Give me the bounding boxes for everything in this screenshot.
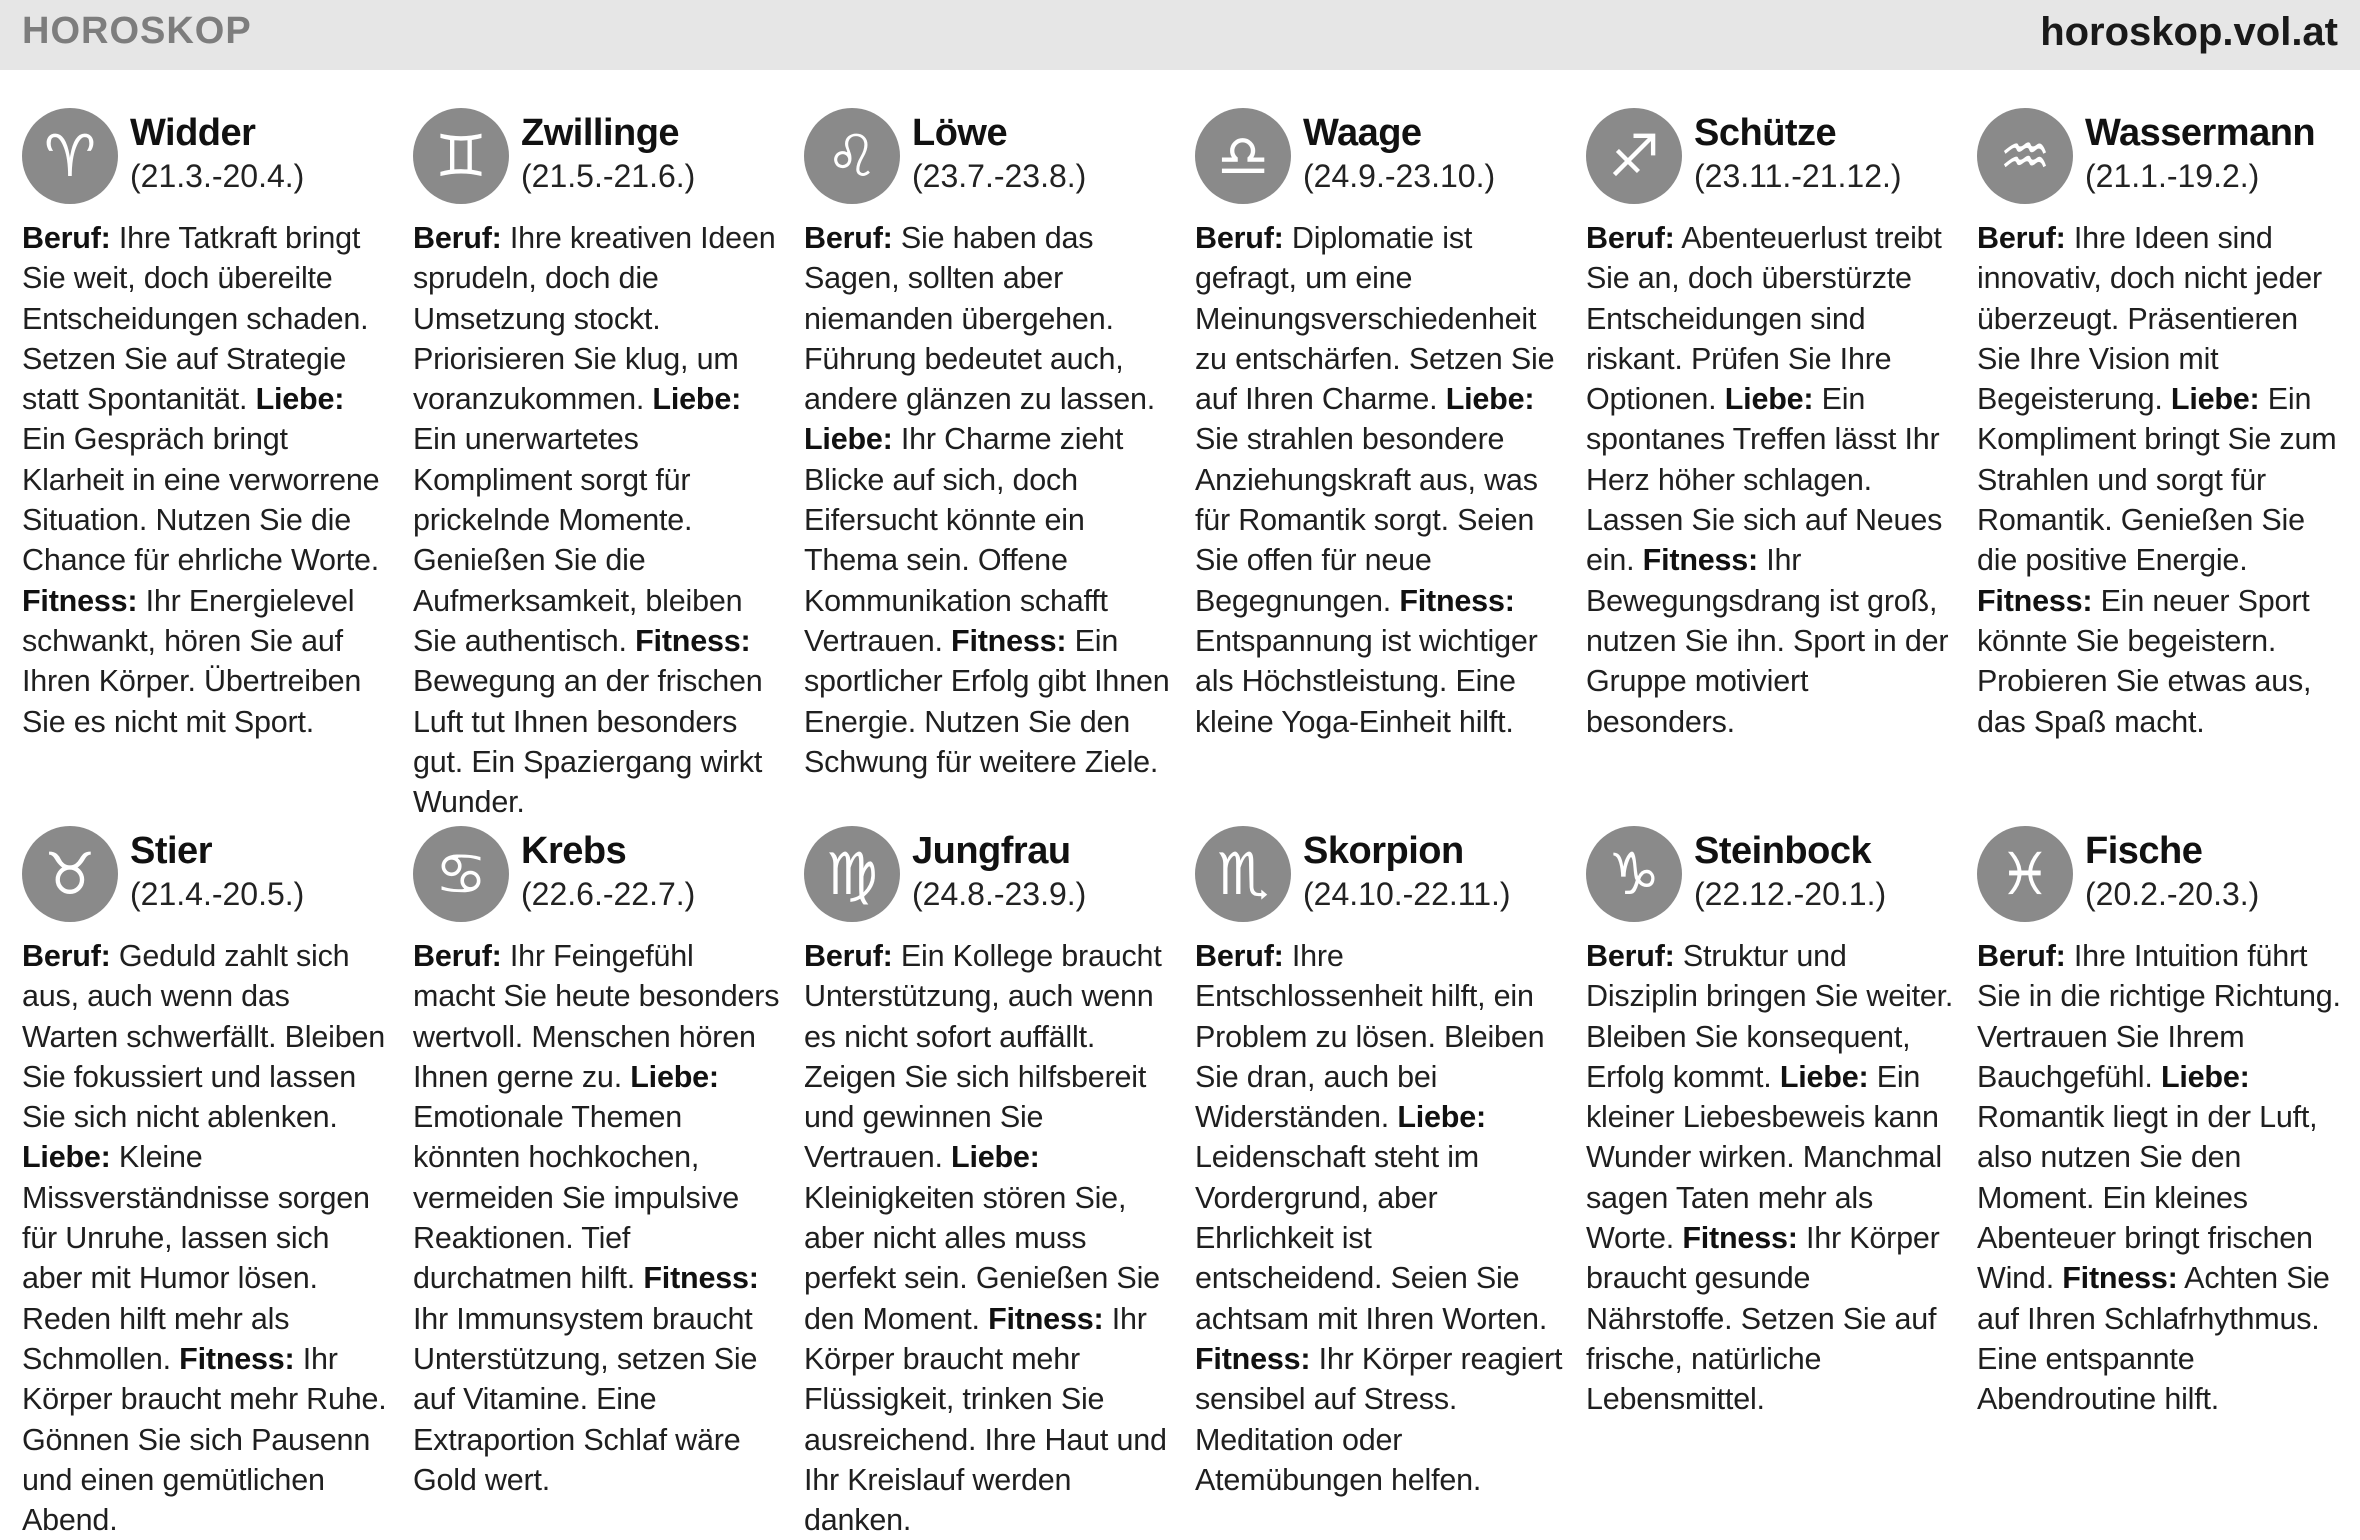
sign-header — [1586, 108, 1956, 218]
sign-block-zwillinge — [413, 108, 783, 822]
fitness-label: Fitness: — [1682, 1221, 1798, 1256]
fitness-label: Fitness: — [635, 623, 751, 658]
beruf-text: Diplomatie ist gefragt, um eine Meinungsverschiedenheit zu entschärfen. Setzen Sie auf Ihren Charme. — [1195, 221, 1555, 417]
beruf-text: Abenteuerlust treibt Sie an, doch überstürzte Entscheidungen sind riskant. Prüfen Sie Ihre Optionen. — [1586, 221, 1942, 417]
sign-header — [1195, 826, 1565, 936]
beruf-label: Beruf: — [1977, 221, 2066, 255]
fitness-label: Fitness: — [2062, 1261, 2178, 1296]
beruf-label: Beruf: — [1586, 221, 1675, 255]
sign-header — [1195, 108, 1565, 218]
cancer-crab-icon: ♋ — [413, 826, 509, 922]
sign-header — [413, 108, 783, 218]
liebe-label: Liebe: — [630, 1059, 719, 1094]
liebe-text: Ein kleiner Liebesbeweis kann Wunder wirken. Manchmal sagen Taten mehr als Worte. — [1586, 1059, 1942, 1256]
fitness-text: Ihr Immunsystem braucht Unterstützung, setzen Sie auf Vitamine. Eine Extraportion Schlaf wäre Gold wert. — [413, 1301, 758, 1497]
sign-header — [1977, 826, 2347, 936]
fitness-text: Entspannung ist wichtiger als Höchstleistung. Eine kleine Yoga-Einheit hilft. — [1195, 623, 1538, 739]
sagittarius-bow-icon: ♐ — [1586, 108, 1682, 204]
beruf-label: Beruf: — [1586, 939, 1675, 973]
sign-name: Stier — [130, 830, 212, 872]
sign-text — [1977, 218, 2347, 742]
liebe-label: Liebe: — [255, 382, 345, 417]
beruf-label: Beruf: — [804, 939, 893, 973]
beruf-text: Ihre Ideen sind innovativ, doch nicht jeder überzeugt. Präsentieren Sie Ihre Vision mit Begeisterung. — [1977, 221, 2322, 417]
sign-block-schütze — [1586, 108, 1956, 742]
sign-name: Wassermann — [2085, 112, 2316, 154]
aries-ram-icon: ♈ — [22, 108, 118, 204]
sign-name: Fische — [2085, 830, 2203, 872]
beruf-label: Beruf: — [1195, 221, 1284, 255]
sign-text — [1977, 936, 2347, 1420]
liebe-label: Liebe: — [1445, 382, 1535, 417]
liebe-label: Liebe: — [1397, 1100, 1486, 1135]
sign-header — [413, 826, 783, 936]
liebe-label: Liebe: — [1724, 382, 1814, 417]
sign-name: Schütze — [1694, 112, 1837, 154]
liebe-text: Kleinigkeiten stören Sie, aber nicht alles muss perfekt sein. Genießen Sie den Moment. — [804, 1180, 1160, 1336]
sign-text — [804, 936, 1174, 1540]
sign-block-steinbock — [1586, 826, 1956, 1420]
sign-dates: (22.6.-22.7.) — [521, 876, 696, 912]
beruf-label: Beruf: — [1195, 939, 1284, 973]
fitness-label: Fitness: — [1195, 1341, 1311, 1376]
pisces-fish-icon: ♓ — [1977, 826, 2073, 922]
sign-name: Skorpion — [1303, 830, 1464, 872]
beruf-text: Struktur und Disziplin bringen Sie weiter. Bleiben Sie konsequent, Erfolg kommt. — [1586, 939, 1954, 1094]
sign-block-wassermann — [1977, 108, 2347, 742]
liebe-text: Kleine Missverständnisse sorgen für Unruhe, lassen sich aber mit Humor lösen. Reden hilft mehr als Schmollen. — [22, 1140, 370, 1376]
beruf-label: Beruf: — [804, 221, 893, 255]
sign-text — [804, 218, 1174, 782]
fitness-label: Fitness: — [179, 1341, 295, 1376]
gemini-twins-icon: ♊ — [413, 108, 509, 204]
sign-text — [1195, 218, 1565, 742]
sign-block-widder — [22, 108, 392, 742]
beruf-text: Ihre Tatkraft bringt Sie weit, doch übereilte Entscheidungen schaden. Setzen Sie auf Strategie statt Spontanität. — [22, 221, 369, 417]
website-url[interactable]: horoskop.vol.at — [2040, 10, 2338, 54]
liebe-text: Romantik liegt in der Luft, also nutzen Sie den Moment. Ein kleines Abenteuer bringt frischen Wind. — [1977, 1100, 2318, 1296]
sign-text — [413, 218, 783, 822]
sign-dates: (23.11.-21.12.) — [1694, 158, 1902, 194]
beruf-label: Beruf: — [1977, 939, 2066, 973]
fitness-text: Achten Sie auf Ihren Schlafrhythmus. Eine entspannte Abendroutine hilft. — [1977, 1261, 2330, 1417]
sign-block-skorpion — [1195, 826, 1565, 1500]
sign-block-jungfrau — [804, 826, 1174, 1540]
sign-dates: (22.12.-20.1.) — [1694, 876, 1887, 912]
beruf-text: Sie haben das Sagen, sollten aber niemanden übergehen. Führung bedeutet auch, andere glänzen zu lassen. — [804, 221, 1156, 417]
sign-dates: (24.8.-23.9.) — [912, 876, 1087, 912]
liebe-text: Sie strahlen besondere Anziehungskraft aus, was für Romantik sorgt. Seien Sie offen für neue Begegnungen. — [1195, 422, 1538, 618]
sign-text — [1586, 936, 1956, 1420]
scorpio-scorpion-icon: ♏ — [1195, 826, 1291, 922]
sign-dates: (21.3.-20.4.) — [130, 158, 305, 194]
sign-text — [1586, 218, 1956, 742]
fitness-text: Ihr Energielevel schwankt, hören Sie auf Ihren Körper. Übertreiben Sie es nicht mit Sport. — [22, 583, 362, 739]
leo-lion-icon: ♌ — [804, 108, 900, 204]
liebe-label: Liebe: — [951, 1140, 1040, 1175]
fitness-label: Fitness: — [988, 1301, 1104, 1336]
sign-name: Zwillinge — [521, 112, 680, 154]
sign-text — [1195, 936, 1565, 1500]
sign-header — [22, 826, 392, 936]
beruf-text: Ihre Intuition führt Sie in die richtige Richtung. Vertrauen Sie Ihrem Bauchgefühl. — [1977, 939, 2341, 1094]
liebe-text: Ein spontanes Treffen lässt Ihr Herz höher schlagen. Lassen Sie sich auf Neues ein. — [1586, 382, 1943, 578]
liebe-label: Liebe: — [804, 422, 893, 457]
liebe-label: Liebe: — [1779, 1059, 1869, 1094]
virgo-maiden-icon: ♍ — [804, 826, 900, 922]
sign-header — [22, 108, 392, 218]
fitness-label: Fitness: — [22, 583, 138, 618]
sign-block-krebs — [413, 826, 783, 1500]
sign-block-löwe — [804, 108, 1174, 782]
sign-name: Waage — [1303, 112, 1422, 154]
beruf-label: Beruf: — [413, 221, 502, 255]
fitness-label: Fitness: — [951, 623, 1067, 658]
beruf-label: Beruf: — [413, 939, 502, 973]
sign-text — [22, 218, 392, 742]
aquarius-water-icon: ♒ — [1977, 108, 2073, 204]
beruf-text: Ein Kollege braucht Unterstützung, auch wenn es nicht sofort auffällt. Zeigen Sie sich hilfsbereit und gewinnen Sie Vertrauen. — [804, 939, 1162, 1175]
liebe-label: Liebe: — [2170, 382, 2260, 417]
sign-dates: (24.10.-22.11.) — [1303, 876, 1511, 912]
taurus-bull-icon: ♉ — [22, 826, 118, 922]
liebe-text: Ein unerwartetes Kompliment sorgt für prickelnde Momente. Genießen Sie die Aufmerksamkeit, bleiben Sie authentisch. — [413, 422, 743, 658]
fitness-text: Ein neuer Sport könnte Sie begeistern. Probieren Sie etwas aus, das Spaß macht. — [1977, 583, 2312, 739]
fitness-text: Bewegung an der frischen Luft tut Ihnen besonders gut. Ein Spaziergang wirkt Wunder. — [413, 664, 763, 820]
sign-header — [804, 826, 1174, 936]
sign-dates: (21.4.-20.5.) — [130, 876, 305, 912]
liebe-label: Liebe: — [22, 1140, 111, 1175]
liebe-label: Liebe: — [2160, 1059, 2250, 1094]
fitness-text: Ihr Körper braucht mehr Ruhe. Gönnen Sie sich Pausenn und einen gemütlichen Abend. — [22, 1341, 387, 1538]
sign-dates: (21.1.-19.2.) — [2085, 158, 2260, 194]
beruf-label: Beruf: — [22, 939, 111, 973]
sign-block-fische — [1977, 826, 2347, 1420]
fitness-label: Fitness: — [1399, 583, 1515, 618]
sign-block-stier — [22, 826, 392, 1540]
sign-name: Widder — [130, 112, 256, 154]
sign-dates: (21.5.-21.6.) — [521, 158, 696, 194]
libra-scales-icon: ♎ — [1195, 108, 1291, 204]
sign-header — [1586, 826, 1956, 936]
sign-header — [1977, 108, 2347, 218]
liebe-text: Ein Kompliment bringt Sie zum Strahlen und sorgt für Romantik. Genießen Sie die positive Energie. — [1977, 382, 2337, 578]
sign-name: Krebs — [521, 830, 627, 872]
beruf-text: Ihre Entschlossenheit hilft, ein Problem zu lösen. Bleiben Sie dran, auch bei Widerständen. — [1195, 939, 1545, 1135]
fitness-text: Ihr Körper braucht mehr Flüssigkeit, trinken Sie ausreichend. Ihre Haut und Ihr Kreislauf werden danken. — [804, 1301, 1167, 1538]
sign-header — [804, 108, 1174, 218]
beruf-text: Geduld zahlt sich aus, auch wenn das Warten schwerfällt. Bleiben Sie fokussiert und lassen Sie sich nicht ablenken. — [22, 939, 386, 1135]
fitness-text: Ein sportlicher Erfolg gibt Ihnen Energie. Nutzen Sie den Schwung für weitere Ziele. — [804, 623, 1170, 779]
liebe-text: Leidenschaft steht im Vordergrund, aber Ehrlichkeit ist entscheidend. Seien Sie achtsam mit Ihren Worten. — [1195, 1140, 1548, 1336]
section-title: HOROSKOP — [22, 10, 252, 52]
sign-text — [22, 936, 392, 1540]
fitness-label: Fitness: — [1977, 583, 2093, 618]
sign-dates: (24.9.-23.10.) — [1303, 158, 1496, 194]
fitness-text: Ihr Bewegungsdrang ist groß, nutzen Sie ihn. Sport in der Gruppe motiviert besonders. — [1586, 543, 1949, 739]
liebe-text: Ihr Charme zieht Blicke auf sich, doch Eifersucht könnte ein Thema sein. Offene Kommunikation schafft Vertrauen. — [804, 422, 1124, 658]
fitness-text: Ihr Körper braucht gesunde Nährstoffe. Setzen Sie auf frische, natürliche Lebensmittel. — [1586, 1221, 1940, 1417]
sign-block-waage — [1195, 108, 1565, 742]
beruf-text: Ihre kreativen Ideen sprudeln, doch die Umsetzung stockt. Priorisieren Sie klug, um voranzukommen. — [413, 221, 776, 417]
beruf-text: Ihr Feingefühl macht Sie heute besonders wertvoll. Menschen hören Ihnen gerne zu. — [413, 939, 780, 1094]
sign-name: Steinbock — [1694, 830, 1872, 872]
liebe-text: Emotionale Themen könnten hochkochen, vermeiden Sie impulsive Reaktionen. Tief durchatmen hilft. — [413, 1100, 739, 1296]
liebe-label: Liebe: — [652, 382, 742, 417]
fitness-text: Ihr Körper reagiert sensibel auf Stress. Meditation oder Atemübungen helfen. — [1195, 1341, 1563, 1497]
sign-name: Löwe — [912, 112, 1008, 154]
fitness-label: Fitness: — [643, 1261, 759, 1296]
fitness-label: Fitness: — [1642, 543, 1758, 578]
page-header — [0, 0, 2360, 73]
capricorn-goat-icon: ♑ — [1586, 826, 1682, 922]
sign-dates: (20.2.-20.3.) — [2085, 876, 2260, 912]
sign-name: Jungfrau — [912, 830, 1071, 872]
sign-dates: (23.7.-23.8.) — [912, 158, 1087, 194]
beruf-label: Beruf: — [22, 221, 111, 255]
sign-text — [413, 936, 783, 1500]
liebe-text: Ein Gespräch bringt Klarheit in eine verworrene Situation. Nutzen Sie die Chance für ehrliche Worte. — [22, 422, 380, 578]
